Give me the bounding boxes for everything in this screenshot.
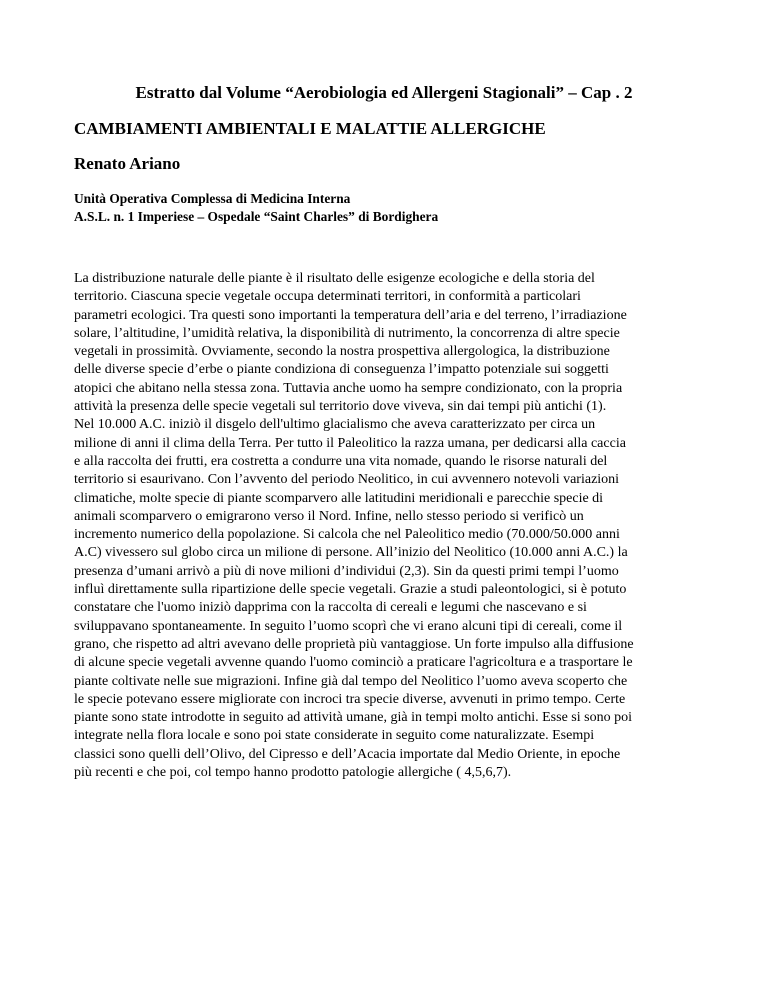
body-line: piante sono state introdotte in seguito ad attività umane, già in tempi molto antichi. Esse si sono poi (74, 710, 632, 726)
body-line: Nel 10.000 A.C. iniziò il disgelo dell'ultimo glacialismo che aveva caratterizzato per circa un (74, 417, 596, 433)
body-line: classici sono quelli dell’Olivo, del Cipresso e dell’Acacia importate dal Medio Oriente, in epoche (74, 746, 621, 762)
body-line: A.C) vivessero sul globo circa un milione di persone. All’inizio del Neolitico (10.000 anni A.C.) la (74, 545, 628, 561)
author-name: Renato Ariano (74, 154, 181, 173)
body-line: climatiche, molte specie di piante scomparvero alle latitudini meridionali e parecchie specie di (74, 490, 604, 506)
body-line: vegetali in prossimità. Ovviamente, secondo la nostra prospettiva allergologica, la distribuzione (74, 344, 610, 360)
body-line: sviluppavano spontaneamente. In seguito l’uomo scoprì che vi erano alcuni tipi di cereali, come il (74, 618, 623, 634)
body-paragraph (74, 270, 714, 782)
body-line: di alcune specie vegetali avvenne quando l'uomo cominciò a praticare l'agricoltura e a trasportare le (74, 655, 633, 671)
body-line: atopici che abitano nella stessa zona. Tuttavia anche uomo ha sempre condizionato, con la propria (74, 380, 623, 396)
body-line: solare, l’altitudine, l’umidità relativa, la disponibilità di nutrimento, la concorrenza di altre specie (74, 325, 620, 341)
affiliation-line: Unità Operativa Complessa di Medicina Interna (74, 191, 351, 206)
body-line: influì direttamente sulla ripartizione delle specie vegetali. Grazie a studi paleontologici, si è potuto (74, 582, 627, 598)
body-line: e alla raccolta dei frutti, era costretta a condurre una vita nomade, quando le risorse naturali del (74, 453, 608, 469)
body-line: constatare che l'uomo iniziò dapprima con la raccolta di cereali e legumi che nascevano e si (74, 600, 587, 616)
body-line: integrate nella flora locale e sono poi state considerate in seguito come naturalizzate. Esempi (74, 728, 595, 744)
body-line: piante coltivate nelle sue migrazioni. Infine già dal tempo del Neolitico l’uomo aveva scoperto che (74, 673, 628, 689)
body-line: territorio. Ciascuna specie vegetale occupa determinati territori, in conformità a particolari (74, 289, 581, 305)
body-line: più recenti e che poi, col tempo hanno prodotto patologie allergiche ( 4,5,6,7). (74, 765, 512, 781)
body-line: le specie potevano essere migliorate con incroci tra specie diverse, avvenuti in primo tempo. Certe (74, 691, 626, 707)
body-line: incremento numerico della popolazione. Si calcola che nel Paleolitico medio (70.000/50.000 anni (74, 527, 620, 543)
body-line: animali scomparvero o emigrarono verso il Nord. Infine, nello stesso periodo si verificò un (74, 508, 584, 524)
body-line: territorio si esaurivano. Con l’avvento del periodo Neolitico, in cui avvennero notevoli variazioni (74, 472, 620, 488)
body-line: parametri ecologici. Tra questi sono importanti la temperatura dell’aria e del terreno, l’irradiazione (74, 307, 627, 323)
body-line: attività la presenza delle specie vegetali sul territorio dove viveva, sin dai tempi più antichi (1). (74, 399, 607, 415)
body-line: delle diverse specie d’erbe o piante condiziona di conseguenza l’impatto potenziale sui soggetti (74, 362, 609, 378)
affiliation-line: A.S.L. n. 1 Imperiese – Ospedale “Saint Charles” di Bordighera (74, 209, 439, 224)
chapter-title: CAMBIAMENTI AMBIENTALI E MALATTIE ALLERGICHE (74, 119, 546, 138)
volume-header: Estratto dal Volume “Aerobiologia ed Allergeni Stagionali” – Cap . 2 (135, 83, 633, 102)
body-line: grano, che rispetto ad altri avevano delle proprietà più vantaggiose. Un forte impulso alla diffusione (74, 636, 634, 652)
body-line: presenza d’umani arrivò a più di nove milioni d’individui (2,3). Sin da questi primi tempi l’uomo (74, 563, 619, 579)
body-line: milione di anni il clima della Terra. Per tutto il Paleolitico la razza umana, per dedicarsi alla caccia (74, 435, 626, 451)
body-line: La distribuzione naturale delle piante è il risultato delle esigenze ecologiche e della storia del (74, 271, 595, 286)
